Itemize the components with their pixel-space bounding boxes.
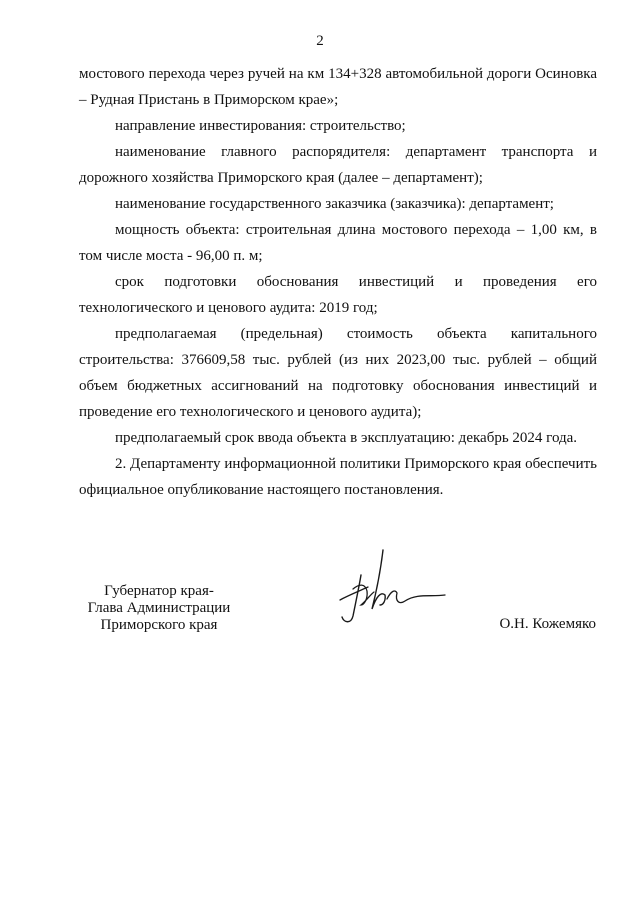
- document-body: [79, 61, 597, 503]
- signatory-name: О.Н. Кожемяко: [499, 616, 596, 632]
- paragraph-publication-order: 2. Департаменту информационной политики Приморского края обеспечить официальное опубликование настоящего постановления.: [79, 456, 597, 498]
- paragraph-state-customer: наименование государственного заказчика (заказчика): департамент;: [115, 196, 554, 212]
- signatory-title-line-1: Губернатор края-: [104, 583, 214, 599]
- paragraph-estimated-cost: предполагаемая (предельная) стоимость объекта капитального строительства: 376609,58 тыс. рублей (из них 2023,00 тыс. рублей – общий объем бюджетных ассигнований на подготовку обоснования инвестиций и проведение его технологического и ценового аудита);: [79, 326, 597, 420]
- handwritten-signature: [337, 547, 449, 625]
- paragraph-commissioning-date: предполагаемый срок ввода объекта в эксплуатацию: декабрь 2024 года.: [115, 430, 578, 446]
- paragraph-preparation-period: срок подготовки обоснования инвестиций и проведения его технологического и ценового аудита: 2019 год;: [79, 274, 597, 316]
- paragraph-investment-direction: направление инвестирования: строительство;: [115, 118, 406, 134]
- signatory-title: [79, 583, 239, 634]
- paragraph-main-manager: наименование главного распорядителя: департамент транспорта и дорожного хозяйства Приморского края (далее – департамент);: [79, 144, 597, 186]
- signatory-title-line-3: Приморского края: [100, 617, 218, 633]
- page-number: 2: [316, 33, 324, 49]
- paragraph-project-name-continuation: мостового перехода через ручей на км 134+328 автомобильной дороги Осиновка – Рудная Пристань в Приморском крае»;: [79, 66, 597, 108]
- signatory-title-line-2: Глава Администрации: [87, 600, 231, 616]
- paragraph-object-capacity: мощность объекта: строительная длина мостового перехода – 1,00 км, в том числе моста - 96,00 п. м;: [79, 222, 597, 264]
